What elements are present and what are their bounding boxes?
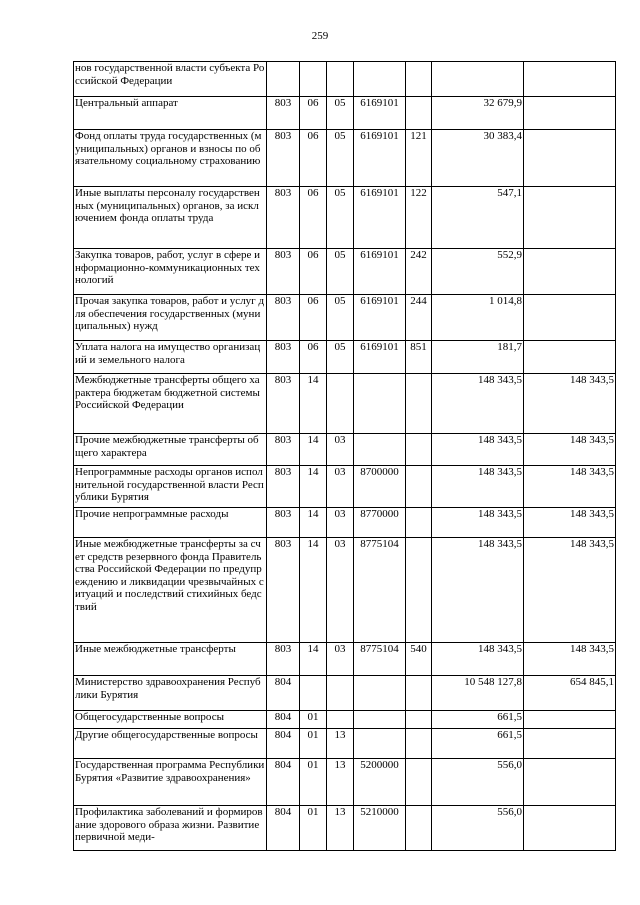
row-name: Закупка товаров, работ, услуг в сфере информационно-коммуникационных технологий xyxy=(74,249,267,295)
row-csr: 8770000 xyxy=(354,508,406,538)
row-rz: 01 xyxy=(300,729,327,759)
table-row xyxy=(74,97,616,130)
row-sum-2 xyxy=(524,729,616,759)
row-code: 803 xyxy=(267,434,300,466)
row-name: Прочая закупка товаров, работ и услуг для обеспечения государственных (муниципальных) нужд xyxy=(74,295,267,341)
row-csr: 8700000 xyxy=(354,466,406,508)
table-row xyxy=(74,508,616,538)
row-csr: 6169101 xyxy=(354,130,406,187)
row-sum-2: 148 343,5 xyxy=(524,434,616,466)
row-sum-2 xyxy=(524,806,616,851)
row-sum-1: 10 548 127,8 xyxy=(432,676,524,711)
row-code: 804 xyxy=(267,806,300,851)
row-csr xyxy=(354,729,406,759)
row-vr xyxy=(406,676,432,711)
table-row xyxy=(74,538,616,643)
table-row xyxy=(74,806,616,851)
row-csr: 6169101 xyxy=(354,341,406,374)
row-sum-1: 181,7 xyxy=(432,341,524,374)
row-rz: 06 xyxy=(300,249,327,295)
row-csr: 6169101 xyxy=(354,187,406,249)
row-rz: 06 xyxy=(300,187,327,249)
row-vr xyxy=(406,711,432,729)
row-rz: 06 xyxy=(300,130,327,187)
row-name: Министерство здравоохранения Республики Бурятия xyxy=(74,676,267,711)
table-row xyxy=(74,643,616,676)
row-sum-1: 556,0 xyxy=(432,806,524,851)
row-pr: 03 xyxy=(327,434,354,466)
row-pr xyxy=(327,62,354,97)
row-sum-1: 30 383,4 xyxy=(432,130,524,187)
row-code: 803 xyxy=(267,374,300,434)
row-name: Уплата налога на имущество организаций и земельного налога xyxy=(74,341,267,374)
row-name: Иные межбюджетные трансферты за счет средств резервного фонда Правительства Российской Федерации по предупреждению и ликвидации чрезвычайных ситуаций и последствий стихийных бедствий xyxy=(74,538,267,643)
row-code: 803 xyxy=(267,538,300,643)
row-code: 803 xyxy=(267,97,300,130)
table-row xyxy=(74,295,616,341)
row-name: Профилактика заболеваний и формирование здорового образа жизни. Развитие первичной меди- xyxy=(74,806,267,851)
row-sum-2 xyxy=(524,341,616,374)
table-row xyxy=(74,434,616,466)
row-sum-1: 661,5 xyxy=(432,729,524,759)
row-rz xyxy=(300,676,327,711)
row-rz: 14 xyxy=(300,643,327,676)
row-sum-1: 547,1 xyxy=(432,187,524,249)
row-sum-2: 654 845,1 xyxy=(524,676,616,711)
row-vr: 540 xyxy=(406,643,432,676)
row-sum-2 xyxy=(524,249,616,295)
row-csr: 5200000 xyxy=(354,759,406,806)
row-vr: 122 xyxy=(406,187,432,249)
row-sum-2 xyxy=(524,295,616,341)
row-name: Государственная программа Республики Бурятия «Развитие здравоохранения» xyxy=(74,759,267,806)
row-sum-2: 148 343,5 xyxy=(524,643,616,676)
row-vr xyxy=(406,508,432,538)
row-csr xyxy=(354,62,406,97)
row-pr: 13 xyxy=(327,759,354,806)
row-rz: 14 xyxy=(300,374,327,434)
table-row xyxy=(74,711,616,729)
row-code: 804 xyxy=(267,759,300,806)
row-name: Иные межбюджетные трансферты xyxy=(74,643,267,676)
row-pr: 05 xyxy=(327,187,354,249)
row-pr: 05 xyxy=(327,130,354,187)
row-sum-1: 148 343,5 xyxy=(432,508,524,538)
row-name: Иные выплаты персоналу государственных (муниципальных) органов, за исключением фонда оплаты труда xyxy=(74,187,267,249)
row-vr xyxy=(406,806,432,851)
row-code: 803 xyxy=(267,249,300,295)
row-pr: 05 xyxy=(327,97,354,130)
row-rz: 01 xyxy=(300,759,327,806)
row-vr: 244 xyxy=(406,295,432,341)
page-number: 259 xyxy=(311,30,329,42)
row-code xyxy=(267,62,300,97)
row-sum-1: 148 343,5 xyxy=(432,643,524,676)
row-vr: 121 xyxy=(406,130,432,187)
row-csr: 6169101 xyxy=(354,295,406,341)
row-sum-1: 556,0 xyxy=(432,759,524,806)
row-rz: 06 xyxy=(300,97,327,130)
row-pr: 03 xyxy=(327,508,354,538)
row-csr xyxy=(354,374,406,434)
row-rz: 14 xyxy=(300,434,327,466)
row-sum-1: 1 014,8 xyxy=(432,295,524,341)
row-code: 804 xyxy=(267,729,300,759)
row-code: 803 xyxy=(267,341,300,374)
row-code: 803 xyxy=(267,466,300,508)
row-csr: 6169101 xyxy=(354,249,406,295)
row-vr: 851 xyxy=(406,341,432,374)
row-pr: 05 xyxy=(327,249,354,295)
row-name: Центральный аппарат xyxy=(74,97,267,130)
row-pr xyxy=(327,711,354,729)
row-csr: 6169101 xyxy=(354,97,406,130)
row-pr: 13 xyxy=(327,729,354,759)
row-sum-2 xyxy=(524,759,616,806)
row-rz xyxy=(300,62,327,97)
table-row xyxy=(74,249,616,295)
row-csr: 5210000 xyxy=(354,806,406,851)
row-pr: 03 xyxy=(327,538,354,643)
row-name: Непрограммные расходы органов исполнительной государственной власти Республики Бурятия xyxy=(74,466,267,508)
row-vr xyxy=(406,62,432,97)
row-sum-1: 148 343,5 xyxy=(432,374,524,434)
row-csr: 8775104 xyxy=(354,643,406,676)
row-sum-2: 148 343,5 xyxy=(524,538,616,643)
row-sum-1: 661,5 xyxy=(432,711,524,729)
row-sum-2: 148 343,5 xyxy=(524,508,616,538)
row-sum-1 xyxy=(432,62,524,97)
row-vr xyxy=(406,97,432,130)
table-row xyxy=(74,466,616,508)
row-vr xyxy=(406,466,432,508)
row-name: Прочие непрограммные расходы xyxy=(74,508,267,538)
row-name: нов государственной власти субъекта Российской Федерации xyxy=(74,62,267,97)
row-csr: 8775104 xyxy=(354,538,406,643)
row-pr: 13 xyxy=(327,806,354,851)
row-vr xyxy=(406,374,432,434)
row-sum-2: 148 343,5 xyxy=(524,466,616,508)
row-sum-1: 148 343,5 xyxy=(432,466,524,508)
row-pr xyxy=(327,374,354,434)
row-sum-1: 148 343,5 xyxy=(432,538,524,643)
row-rz: 01 xyxy=(300,711,327,729)
table-row xyxy=(74,676,616,711)
row-vr xyxy=(406,538,432,643)
budget-table xyxy=(73,61,616,851)
row-csr xyxy=(354,676,406,711)
row-csr xyxy=(354,711,406,729)
row-sum-1: 32 679,9 xyxy=(432,97,524,130)
row-sum-2: 148 343,5 xyxy=(524,374,616,434)
row-csr xyxy=(354,434,406,466)
row-pr: 03 xyxy=(327,643,354,676)
row-pr: 03 xyxy=(327,466,354,508)
row-rz: 06 xyxy=(300,295,327,341)
row-sum-2 xyxy=(524,130,616,187)
row-code: 803 xyxy=(267,508,300,538)
row-vr: 242 xyxy=(406,249,432,295)
table-row xyxy=(74,341,616,374)
row-name: Общегосударственные вопросы xyxy=(74,711,267,729)
row-rz: 01 xyxy=(300,806,327,851)
row-sum-1: 552,9 xyxy=(432,249,524,295)
table-row xyxy=(74,187,616,249)
row-code: 804 xyxy=(267,676,300,711)
table-row xyxy=(74,729,616,759)
row-code: 803 xyxy=(267,643,300,676)
row-name: Другие общегосударственные вопросы xyxy=(74,729,267,759)
row-sum-2 xyxy=(524,97,616,130)
row-sum-2 xyxy=(524,62,616,97)
table-row xyxy=(74,374,616,434)
row-code: 803 xyxy=(267,295,300,341)
row-code: 803 xyxy=(267,187,300,249)
row-rz: 14 xyxy=(300,538,327,643)
row-rz: 14 xyxy=(300,508,327,538)
row-rz: 14 xyxy=(300,466,327,508)
row-pr xyxy=(327,676,354,711)
table-row xyxy=(74,759,616,806)
table-row xyxy=(74,62,616,97)
row-sum-2 xyxy=(524,187,616,249)
row-name: Фонд оплаты труда государственных (муниципальных) органов и взносы по обязательному социальному страхованию xyxy=(74,130,267,187)
row-vr xyxy=(406,729,432,759)
row-sum-2 xyxy=(524,711,616,729)
row-name: Межбюджетные трансферты общего характера бюджетам бюджетной системы Российской Федерации xyxy=(74,374,267,434)
row-name: Прочие межбюджетные трансферты общего характера xyxy=(74,434,267,466)
row-pr: 05 xyxy=(327,341,354,374)
row-code: 804 xyxy=(267,711,300,729)
row-pr: 05 xyxy=(327,295,354,341)
row-rz: 06 xyxy=(300,341,327,374)
table-row xyxy=(74,130,616,187)
row-vr xyxy=(406,434,432,466)
row-vr xyxy=(406,759,432,806)
row-sum-1: 148 343,5 xyxy=(432,434,524,466)
row-code: 803 xyxy=(267,130,300,187)
